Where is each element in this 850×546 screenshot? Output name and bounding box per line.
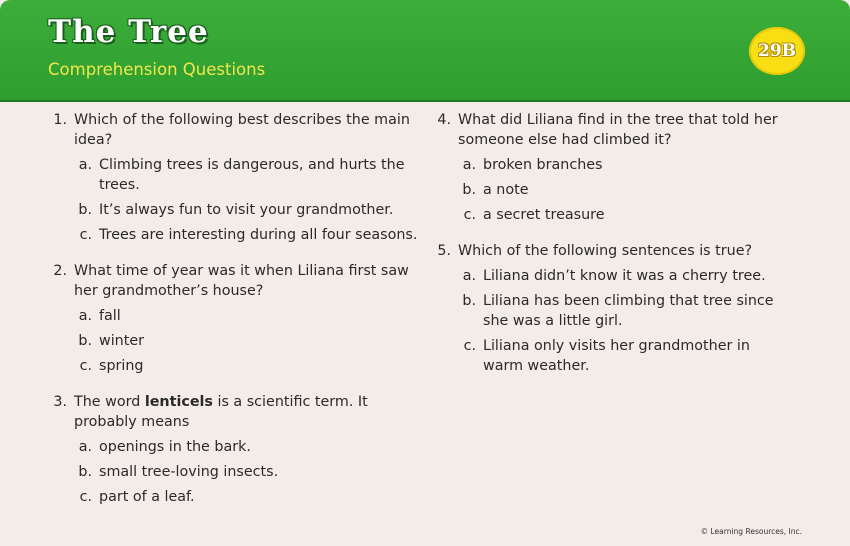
key-term: lenticels <box>144 394 213 410</box>
option-text: openings in the bark. <box>99 439 251 455</box>
question-text <box>67 392 424 432</box>
option-letter: b. <box>78 333 92 349</box>
option-text: It’s always fun to visit your grandmother. <box>99 202 394 218</box>
answer-option <box>44 306 424 326</box>
right-column <box>428 110 788 392</box>
card-subtitle: Comprehension Questions <box>48 60 266 79</box>
option-text: Liliana didn’t know it was a cherry tree. <box>483 268 766 284</box>
question-number: 1. <box>53 112 67 128</box>
question-number: 4. <box>437 112 451 128</box>
left-column <box>44 110 424 523</box>
answer-option <box>44 200 424 220</box>
option-letter: c. <box>463 207 476 223</box>
answer-option <box>44 331 424 351</box>
option-text: a secret treasure <box>483 207 605 223</box>
question-text: Which of the following sentences is true? <box>458 243 753 259</box>
option-letter: b. <box>78 464 92 480</box>
option-text: Climbing trees is dangerous, and hurts the trees. <box>99 157 405 193</box>
option-letter: a. <box>78 308 92 324</box>
option-letter: c. <box>79 489 92 505</box>
question-text: What did Liliana find in the tree that told her someone else had climbed it? <box>458 112 778 148</box>
answer-option <box>428 155 788 175</box>
question-4 <box>428 110 788 225</box>
answer-option <box>428 180 788 200</box>
option-letter: c. <box>79 227 92 243</box>
answer-option <box>428 336 788 376</box>
option-letter: c. <box>79 358 92 374</box>
answer-option <box>428 291 788 331</box>
option-letter: a. <box>462 268 476 284</box>
card-number-badge: 29B <box>749 27 805 75</box>
answer-option <box>428 266 788 286</box>
question-text-after: is a scientific term. It probably means <box>74 394 368 430</box>
option-text: winter <box>99 333 145 349</box>
question-5 <box>428 241 788 376</box>
answer-option <box>428 205 788 225</box>
answer-option <box>44 225 424 245</box>
option-letter: a. <box>78 439 92 455</box>
question-text: Which of the following best describes the main idea? <box>74 112 410 148</box>
option-text: part of a leaf. <box>99 489 195 505</box>
option-text: Liliana only visits her grandmother in warm weather. <box>483 338 750 374</box>
answer-option <box>44 462 424 482</box>
copyright-notice: © Learning Resources, Inc. <box>700 527 802 536</box>
option-letter: b. <box>462 182 476 198</box>
option-letter: b. <box>462 293 476 309</box>
card-title: The Tree <box>48 14 209 50</box>
option-text: Liliana has been climbing that tree since she was a little girl. <box>483 293 774 329</box>
option-text: small tree-loving insects. <box>99 464 279 480</box>
card-header <box>0 0 850 102</box>
option-text: a note <box>483 182 529 198</box>
option-letter: a. <box>78 157 92 173</box>
answer-option <box>44 155 424 195</box>
question-number: 5. <box>437 243 451 259</box>
option-letter: c. <box>463 338 476 354</box>
option-text: Trees are interesting during all four seasons. <box>99 227 418 243</box>
question-number: 2. <box>53 263 67 279</box>
question-text-before: The word <box>74 394 145 410</box>
option-letter: a. <box>462 157 476 173</box>
answer-option <box>44 487 424 507</box>
option-text: spring <box>99 358 144 374</box>
question-number: 3. <box>53 394 67 410</box>
question-2 <box>44 261 424 376</box>
option-text: fall <box>99 308 121 324</box>
question-1 <box>44 110 424 245</box>
option-letter: b. <box>78 202 92 218</box>
answer-option <box>44 356 424 376</box>
question-text: What time of year was it when Liliana first saw her grandmother’s house? <box>74 263 409 299</box>
option-text: broken branches <box>483 157 603 173</box>
question-3 <box>44 392 424 507</box>
answer-option <box>44 437 424 457</box>
